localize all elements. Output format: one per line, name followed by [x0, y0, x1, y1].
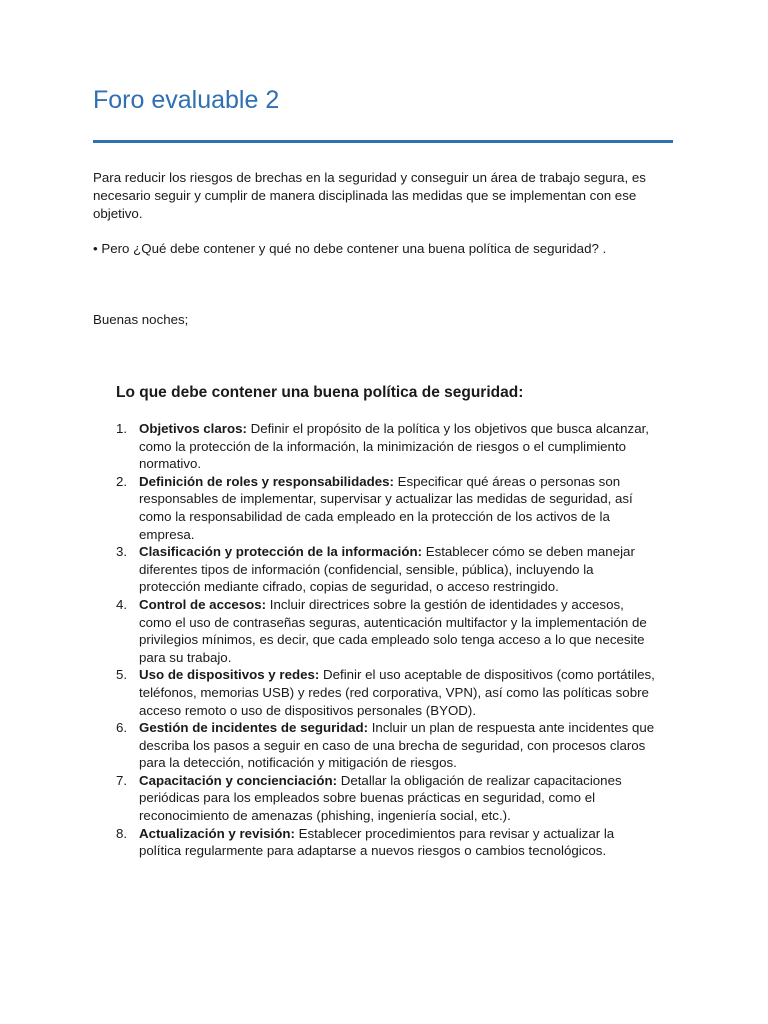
- list-item-number: 6.: [116, 720, 128, 736]
- list-item-text: Establecer cómo se deben manejar diferentes tipos de información (confidencial, sensible, pública), incluyendo la protección mediante cifrado, copias de seguridad, o acceso restringido.: [139, 544, 635, 595]
- list-item-term: Definición de roles y responsabilidades:: [139, 473, 394, 489]
- list-item: [116, 420, 656, 473]
- title-divider: [93, 140, 673, 143]
- list-item-term: Gestión de incidentes de seguridad:: [139, 720, 369, 736]
- list-item-text: Definir el propósito de la política y los objetivos que busca alcanzar, como la protección de la información, la minimización de riesgos o el cumplimiento normativo.: [139, 421, 649, 472]
- list-item-text: Incluir un plan de respuesta ante incidentes que describa los pasos a seguir en caso de una brecha de seguridad, con procesos claros para la detección, notificación y mitigación de riesgos.: [139, 720, 655, 771]
- list-item-number: 5.: [116, 667, 128, 683]
- list-item-term: Uso de dispositivos y redes:: [139, 667, 320, 683]
- intro-paragraph: Para reducir los riesgos de brechas en la seguridad y conseguir un área de trabajo segura, es necesario seguir y cumplir de manera disciplinada las medidas que se implementan con ese objetivo.: [93, 170, 646, 221]
- list-item-term: Objetivos claros:: [139, 421, 247, 436]
- policy-list: [116, 420, 656, 860]
- list-item: [116, 719, 656, 772]
- list-item: [116, 543, 656, 596]
- list-item-number: 8.: [116, 825, 128, 841]
- list-item: [116, 596, 656, 666]
- section-heading: Lo que debe contener una buena política de seguridad:: [116, 384, 524, 401]
- list-item-text: Incluir directrices sobre la gestión de identidades y accesos, como el uso de contraseñas seguras, autenticación multifactor y la implementación de privilegios mínimos, es decir, que cada empleado solo tenga acceso a lo que necesite para su trabajo.: [139, 596, 647, 665]
- list-item-text: Definir el uso aceptable de dispositivos (como portátiles, teléfonos, memorias USB) y redes (red corporativa, VPN), así como las políticas sobre acceso remoto o uso de dispositivos personales (BYOD).: [139, 667, 655, 718]
- list-item: [116, 772, 656, 825]
- greeting-text: Buenas noches;: [93, 312, 189, 327]
- page-title: Foro evaluable 2: [93, 86, 280, 114]
- list-item-text: Detallar la obligación de realizar capacitaciones periódicas para los empleados sobre buenas prácticas en seguridad, como el reconocimiento de amenazas (phishing, ingeniería social, etc.).: [139, 772, 622, 824]
- list-item-term: Actualización y revisión:: [139, 825, 295, 841]
- list-item: [116, 825, 656, 860]
- list-item: [116, 666, 656, 719]
- list-item-text: Especificar qué áreas o personas son responsables de implementar, supervisar y actualizar las medidas de seguridad, así como la responsabilidad de cada empleado en la protección de los activos de la empresa.: [139, 473, 633, 542]
- question-bullet: • Pero ¿Qué debe contener y qué no debe contener una buena política de seguridad? .: [93, 241, 607, 256]
- list-item-number: 3.: [116, 544, 128, 560]
- list-item-term: Capacitación y concienciación:: [139, 772, 338, 788]
- list-item-number: 4.: [116, 596, 128, 612]
- list-item-text: Establecer procedimientos para revisar y actualizar la política regularmente para adaptarse a nuevos riesgos o cambios tecnológicos.: [139, 825, 615, 859]
- list-item: [116, 473, 656, 543]
- list-item-number: 1.: [116, 421, 128, 436]
- list-item-term: Control de accesos:: [139, 596, 267, 612]
- list-item-number: 2.: [116, 473, 128, 489]
- list-item-number: 7.: [116, 772, 128, 788]
- list-item-term: Clasificación y protección de la información:: [139, 544, 422, 560]
